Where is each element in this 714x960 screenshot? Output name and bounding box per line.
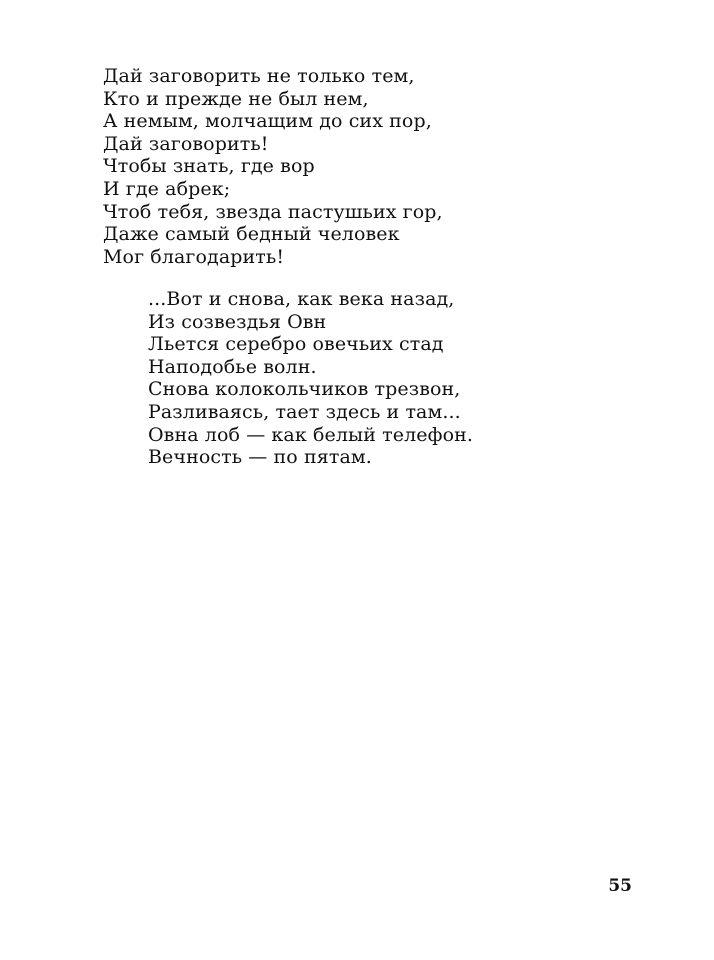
poem-line: И где абрек; [103, 177, 231, 200]
poem-line: Из созвездья Овн [148, 310, 327, 333]
poem-stanza-1 [103, 65, 443, 268]
poem-line: Вечность — по пятам. [148, 446, 372, 469]
poem-line: Дай заговорить не только тем, [103, 65, 415, 87]
page-number: 55 [608, 876, 632, 896]
poem-stanza-2 [148, 288, 473, 469]
poem-line: ...Вот и снова, как века назад, [148, 288, 455, 310]
poem-line: Разливаясь, тает здесь и там... [148, 400, 461, 423]
poem-line: А немым, молчащим до сих пор, [103, 110, 432, 133]
poem-line: Чтоб тебя, звезда пастушьих гор, [103, 200, 443, 223]
poem-line: Даже самый бедный человек [103, 223, 400, 246]
poem-line: Чтобы знать, где вор [103, 155, 315, 178]
poem-line: Наподобье волн. [148, 355, 317, 378]
poem-line: Дай заговорить! [103, 132, 269, 155]
poem-line: Кто и прежде не был нем, [103, 87, 369, 110]
poem-line: Снова колокольчиков трезвон, [148, 378, 461, 401]
poem-line: Льется серебро овечьих стад [148, 333, 444, 356]
poem-line: Овна лоб — как белый телефон. [148, 423, 474, 446]
poem-line: Мог благодарить! [103, 245, 285, 268]
